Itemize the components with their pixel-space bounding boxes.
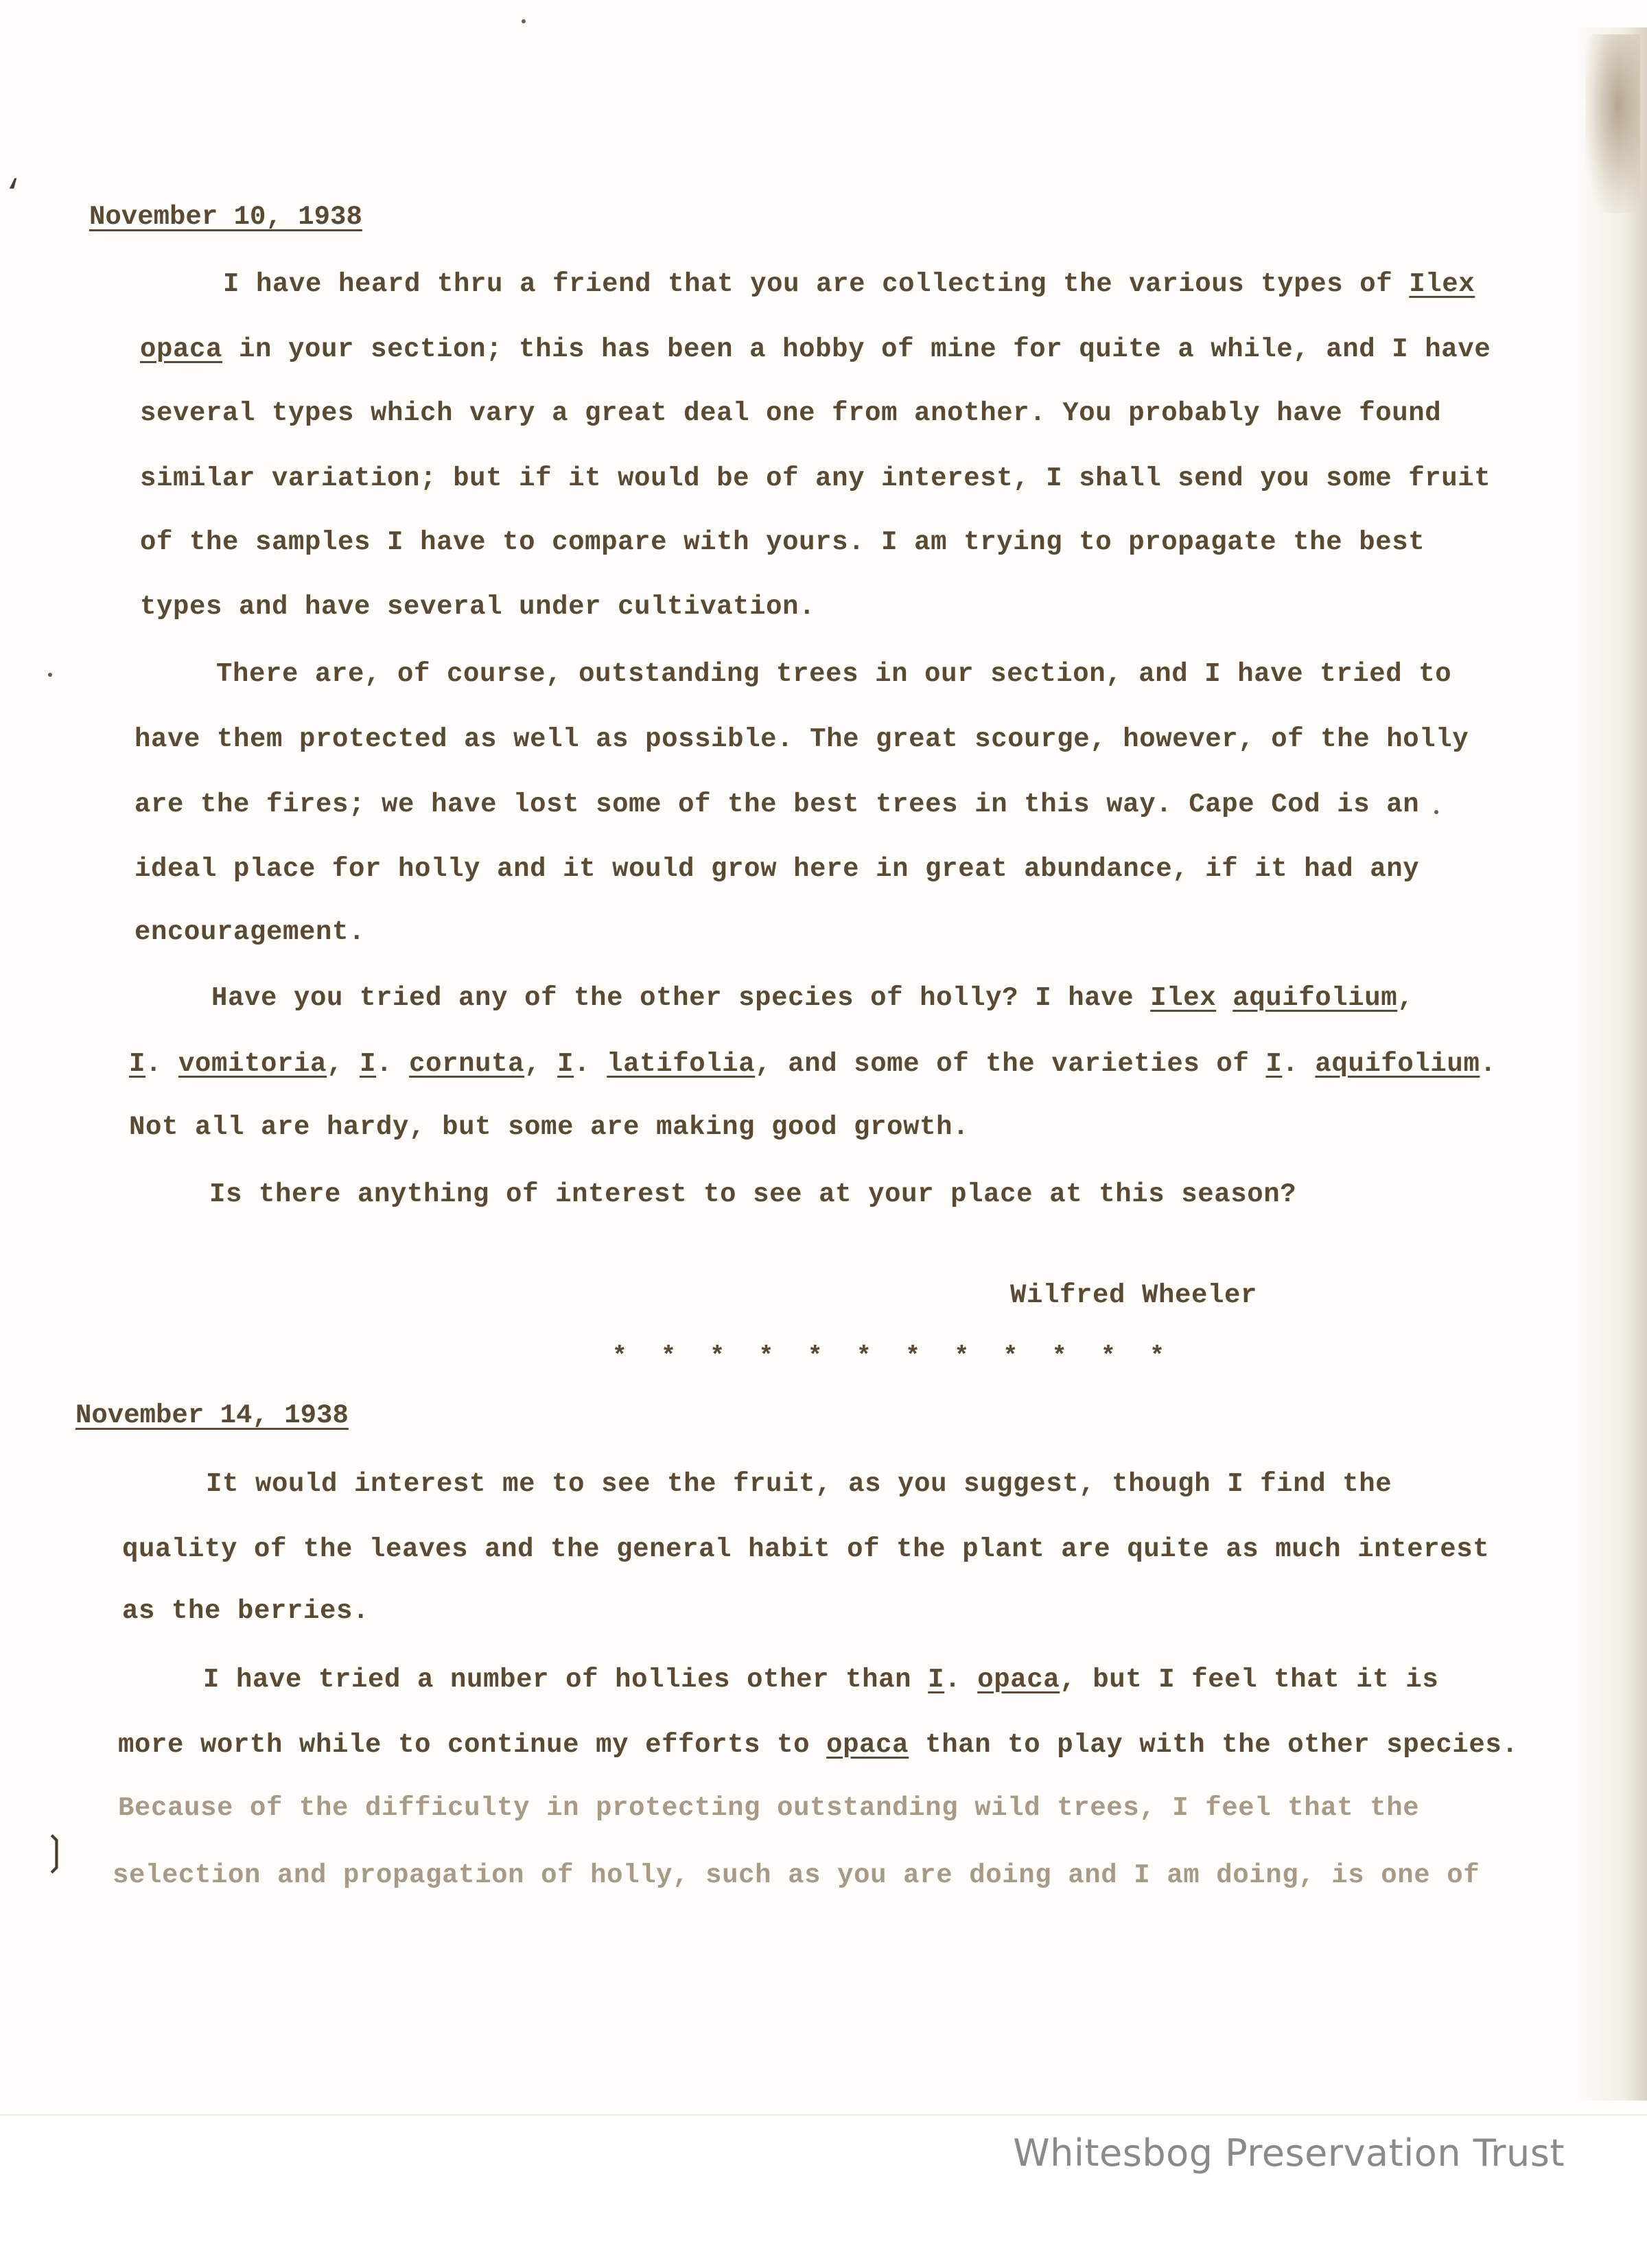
letter1-p1-line-5 <box>140 527 1425 557</box>
underlined-term: opaca <box>977 1665 1060 1695</box>
speck <box>1434 810 1438 814</box>
text-segment: . <box>145 1049 179 1079</box>
letter2-p2-line-2 <box>118 1730 1518 1760</box>
margin-hole-mark-icon: ❳ <box>40 1828 69 1882</box>
text-segment: selection and propagation of holly, such as you are doing and I am doing, is one of <box>113 1860 1480 1890</box>
underlined-term: Ilex <box>1150 983 1217 1013</box>
text-segment: similar variation; but if it would be of any interest, I shall send you some fruit <box>140 463 1491 494</box>
text-segment: Have you tried any of the other species of holly? I have <box>211 983 1151 1013</box>
underlined-term: I <box>129 1049 146 1079</box>
text-segment: Not all are hardy, but some are making good growth. <box>129 1112 970 1142</box>
text-segment: , <box>327 1049 360 1079</box>
letter1-date: November 10, 1938 <box>89 202 362 232</box>
letter1-p1-line-2 <box>140 334 1491 364</box>
paper-edge-stain <box>1572 27 1647 2101</box>
letter2-p2-line-4 <box>113 1860 1480 1890</box>
letter1-p2-line-1 <box>216 659 1451 689</box>
underlined-term: opaca <box>140 334 223 364</box>
speck <box>48 673 52 677</box>
paper-corner-stain <box>1585 34 1640 213</box>
underlined-term: I <box>557 1049 574 1079</box>
text-segment: , and some of the varieties of <box>755 1049 1266 1079</box>
underlined-term: latifolia <box>607 1049 756 1079</box>
text-segment: . <box>376 1049 410 1079</box>
letter1-p2-line-5 <box>135 917 365 947</box>
text-segment: several types which vary a great deal one from another. You probably have found <box>140 398 1442 428</box>
underlined-term: vomitoria <box>178 1049 327 1079</box>
underlined-term: I <box>928 1665 945 1695</box>
letter1-p2-line-4 <box>135 854 1419 884</box>
letter1-signature: Wilfred Wheeler <box>1010 1280 1258 1310</box>
letter2-date: November 14, 1938 <box>75 1400 349 1431</box>
text-segment: more worth while to continue my efforts to <box>118 1730 827 1760</box>
text-segment: quality of the leaves and the general habit of the plant are quite as much interest <box>122 1534 1490 1564</box>
text-segment: There are, of course, outstanding trees in our section, and I have tried to <box>216 659 1452 689</box>
text-segment: Is there anything of interest to see at your place at this season? <box>209 1179 1297 1210</box>
letter2-p1-line-2 <box>122 1534 1489 1564</box>
underlined-term: aquifolium <box>1315 1049 1480 1079</box>
text-segment: as the berries. <box>122 1596 370 1626</box>
text-segment: . <box>1282 1049 1316 1079</box>
text-segment: , but I feel that it is <box>1060 1665 1439 1695</box>
letter1-p2-line-3 <box>135 789 1419 820</box>
text-segment: , <box>1397 983 1414 1013</box>
text-segment: are the fires; we have lost some of the best trees in this way. Cape Cod is an <box>135 789 1420 820</box>
underlined-term: I <box>360 1049 377 1079</box>
letter1-p2-line-2 <box>135 724 1469 754</box>
text-segment: in your section; this has been a hobby of mine for quite a while, and I have <box>222 334 1491 364</box>
letter1-p3-line-2 <box>129 1049 1496 1079</box>
text-segment: It would interest me to see the fruit, as you suggest, though I find the <box>206 1469 1392 1499</box>
text-segment: ideal place for holly and it would grow here in great abundance, if it had any <box>135 854 1420 884</box>
text-segment: encouragement. <box>135 917 366 947</box>
text-segment: . <box>944 1665 978 1695</box>
underlined-term: aquifolium <box>1233 983 1398 1013</box>
letter1-p4-line-1 <box>209 1179 1296 1210</box>
text-segment: than to play with the other species. <box>909 1730 1519 1760</box>
text-segment: I have heard thru a friend that you are collecting the various types of <box>223 269 1410 299</box>
text-segment: Because of the difficulty in protecting outstanding wild trees, I feel that the <box>118 1793 1420 1823</box>
text-segment: of the samples I have to compare with yours. I am trying to propagate the best <box>140 527 1425 557</box>
text-segment <box>1216 983 1233 1013</box>
letter1-p1-line-4 <box>140 463 1491 494</box>
text-segment: have them protected as well as possible. The great scourge, however, of the holly <box>135 724 1469 754</box>
letter1-p1-line-1 <box>223 269 1475 299</box>
watermark-credit: Whitesbog Preservation Trust <box>1013 2131 1565 2175</box>
text-segment: . <box>1480 1049 1497 1079</box>
letter2-p1-line-1 <box>206 1469 1392 1499</box>
text-segment: types and have several under cultivation. <box>140 592 816 622</box>
letter2-p2-line-1 <box>203 1665 1438 1695</box>
letter1-p3-line-1 <box>211 983 1414 1013</box>
underlined-term: cornuta <box>409 1049 525 1079</box>
underlined-term: Ilex <box>1409 269 1475 299</box>
letter1-p1-line-6 <box>140 592 815 622</box>
speck <box>522 19 526 23</box>
margin-mark-icon: ‘ <box>3 175 24 214</box>
underlined-term: opaca <box>826 1730 909 1760</box>
text-segment: I have tried a number of hollies other than <box>203 1665 928 1695</box>
letter2-p1-line-3 <box>122 1596 369 1626</box>
underlined-term: I <box>1265 1049 1283 1079</box>
section-separator: * * * * * * * * * * * * <box>612 1342 1174 1370</box>
letter1-p1-line-3 <box>140 398 1441 428</box>
text-segment: , <box>524 1049 558 1079</box>
letter1-p3-line-3 <box>129 1112 969 1142</box>
text-segment: . <box>574 1049 607 1079</box>
letter2-p2-line-3 <box>118 1793 1419 1823</box>
